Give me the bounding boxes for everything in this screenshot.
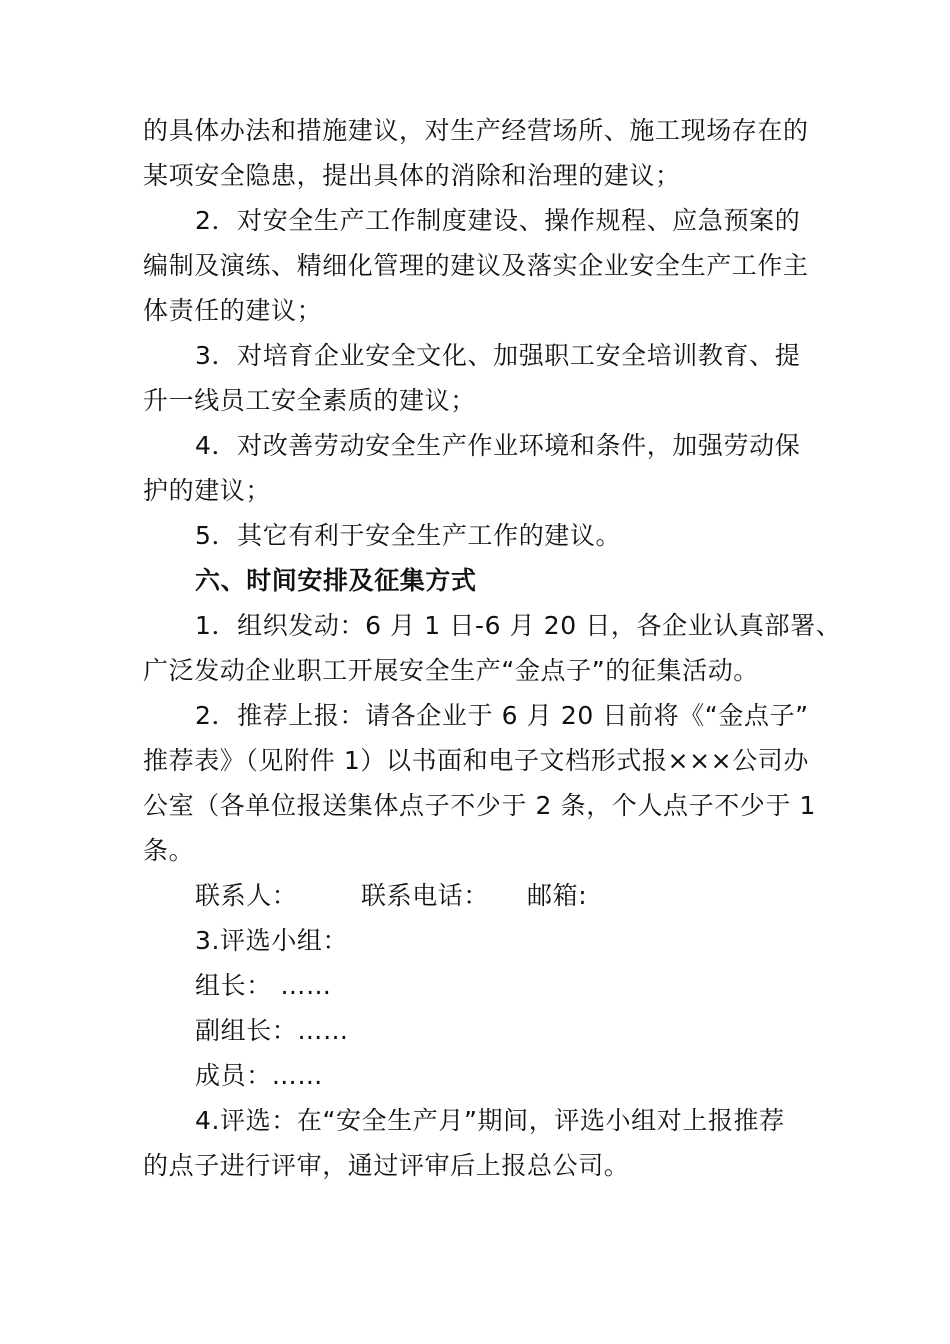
document-body (143, 108, 842, 1188)
paragraph-line: 护的建议； (143, 476, 272, 505)
paragraph-line: 某项安全隐患，提出具体的消除和治理的建议； (143, 161, 681, 190)
list-item-4: 4.评选：在“安全生产月”期间，评选小组对上报推荐 (195, 1106, 785, 1135)
list-item-5: 5．其它有利于安全生产工作的建议。 (195, 521, 622, 550)
paragraph-line: 编制及演练、精细化管理的建议及落实企业安全生产工作主 (143, 251, 809, 280)
paragraph-line: 公室（各单位报送集体点子不少于 2 条，个人点子不少于 1 (143, 791, 817, 820)
contact-email-label: 邮箱: (527, 881, 588, 910)
list-item-2: 2．对安全生产工作制度建设、操作规程、应急预案的 (195, 206, 801, 235)
paragraph-line: 推荐表》（见附件 1）以书面和电子文档形式报×××公司办 (143, 746, 809, 775)
contact-person-label: 联系人： (195, 881, 298, 910)
paragraph-line: 的点子进行评审，通过评审后上报总公司。 (143, 1151, 630, 1180)
paragraph-line: 广泛发动企业职工开展安全生产“金点子”的征集活动。 (143, 656, 759, 685)
paragraph-line: 的具体办法和措施建议，对生产经营场所、施工现场存在的 (143, 116, 809, 145)
list-item-4: 4．对改善劳动安全生产作业环境和条件，加强劳动保 (195, 431, 801, 460)
group-leader-line: 组长： …… (195, 971, 332, 1000)
list-item-2: 2．推荐上报：请各企业于 6 月 20 日前将《“金点子” (195, 701, 809, 730)
list-item-3: 3．对培育企业安全文化、加强职工安全培训教育、提 (195, 341, 801, 370)
paragraph-line: 体责任的建议； (143, 296, 323, 325)
paragraph-line: 升一线员工安全素质的建议； (143, 386, 476, 415)
section-heading: 六、时间安排及征集方式 (195, 566, 477, 595)
paragraph-line: 条。 (143, 836, 195, 865)
contact-phone-label: 联系电话： (361, 881, 490, 910)
list-item-3: 3.评选小组： (195, 926, 349, 955)
deputy-leader-line: 副组长：…… (195, 1016, 349, 1045)
list-item-1: 1．组织发动：6 月 1 日-6 月 20 日，各企业认真部署、 (195, 611, 842, 640)
contact-row (143, 873, 813, 918)
members-line: 成员：…… (195, 1061, 324, 1090)
